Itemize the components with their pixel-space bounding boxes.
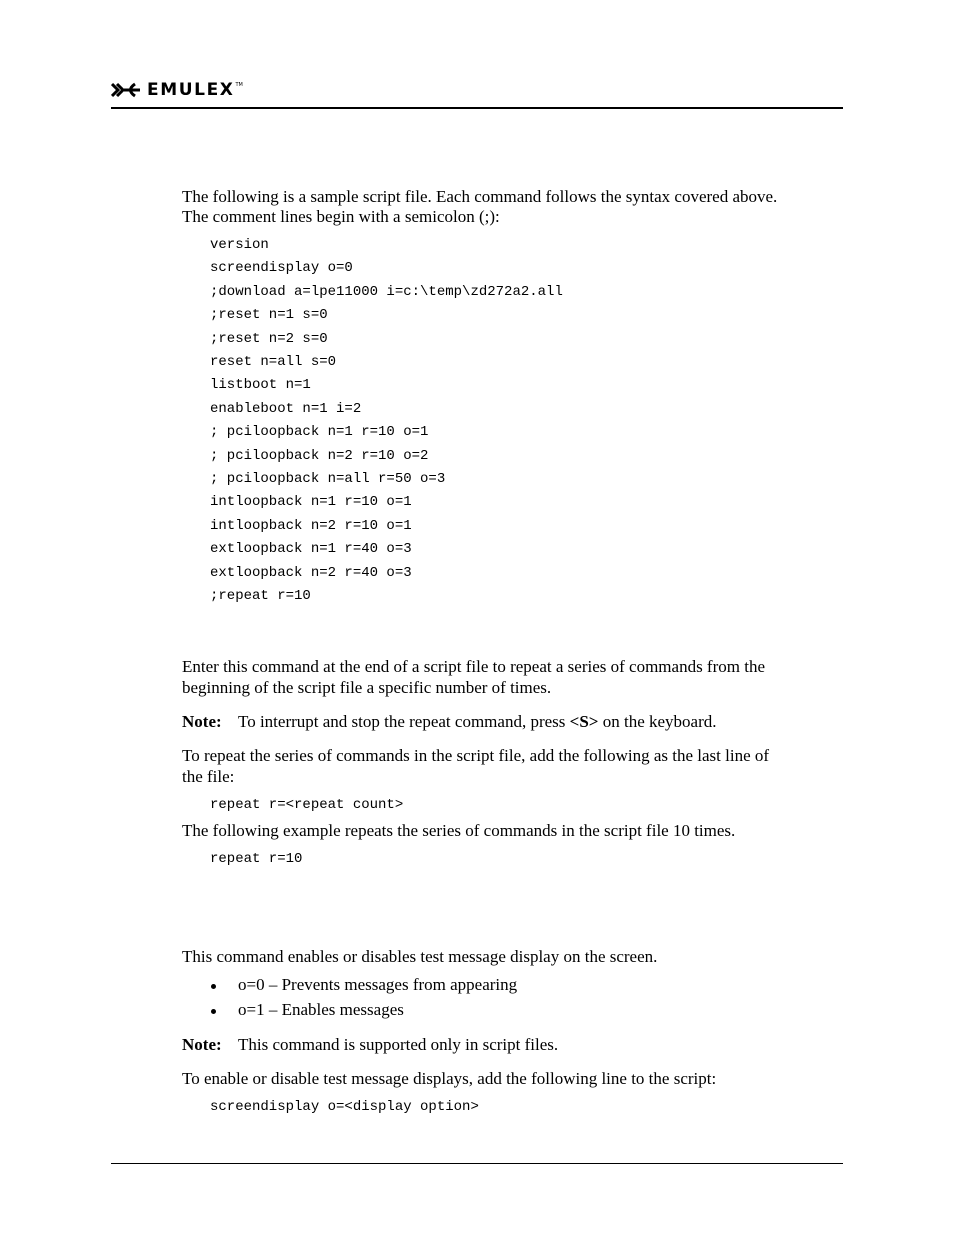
note-label: Note:: [182, 1035, 222, 1054]
logo-wordmark: EMULEX: [147, 80, 235, 100]
script-line: ; pciloopback n=all r=50 o=3: [210, 471, 446, 487]
repeat-note: [182, 712, 844, 732]
script-line: ;reset n=2 s=0: [210, 330, 328, 347]
script-line: ;repeat r=10: [210, 588, 311, 604]
script-line: listboot n=1: [210, 377, 311, 394]
script-line: extloopback n=2 r=40 o=3: [210, 564, 412, 581]
emulex-mark-icon: [111, 82, 141, 98]
bullet-dot: [211, 1009, 216, 1014]
intro-line-1: The following is a sample script file. Each command follows the syntax covered above.: [182, 187, 778, 206]
repeat-example: repeat r=10: [210, 851, 303, 867]
footer-rule: [111, 1163, 843, 1164]
script-line: ;download a=lpe11000 i=c:\temp\zd272a2.all: [210, 283, 563, 300]
repeat-desc-line-2: beginning of the script file a specific number of times.: [182, 678, 552, 697]
repeat-desc-line-1: Enter this command at the end of a script file to repeat a series of commands from the: [182, 657, 765, 676]
logo-trademark: TM: [235, 82, 243, 88]
note-text-pre: To interrupt and stop the repeat command, press: [238, 712, 570, 731]
repeat-example-desc: The following example repeats the series of commands in the script file 10 times.: [182, 821, 736, 840]
note-key: <S>: [569, 712, 599, 731]
screendisplay-note: [182, 1035, 844, 1055]
script-line: ;reset n=1 s=0: [210, 307, 328, 324]
bullet-dot: [211, 984, 216, 989]
repeat-instr-line-2: the file:: [182, 767, 235, 786]
repeat-instr-line-1: To repeat the series of commands in the script file, add the following as the last line of: [182, 746, 770, 765]
screendisplay-desc: This command enables or disables test message display on the screen.: [182, 947, 658, 966]
script-line: enableboot n=1 i=2: [210, 400, 362, 417]
intro-line-2: The comment lines begin with a semicolon (;):: [182, 207, 500, 226]
screendisplay-syntax: screendisplay o=<display option>: [210, 1099, 479, 1115]
script-line: reset n=all s=0: [210, 354, 337, 370]
script-line: ; pciloopback n=1 r=10 o=1: [210, 424, 429, 441]
script-line: intloopback n=1 r=10 o=1: [210, 494, 412, 511]
screendisplay-instr: To enable or disable test message displays, add the following line to the script:: [182, 1069, 717, 1088]
note-label: Note:: [182, 712, 222, 731]
script-line: intloopback n=2 r=10 o=1: [210, 517, 412, 534]
repeat-syntax: repeat r=<repeat count>: [210, 797, 404, 813]
script-line: screendisplay o=0: [210, 260, 353, 277]
sample-script: [210, 235, 563, 604]
bullet-item: o=0 – Prevents messages from appearing: [238, 975, 518, 994]
script-line: version: [210, 237, 269, 253]
script-line: extloopback n=1 r=40 o=3: [210, 541, 412, 558]
header-rule: [111, 107, 843, 109]
emulex-logo: [111, 81, 243, 99]
bullet-item: o=1 – Enables messages: [238, 1000, 404, 1019]
script-line: ; pciloopback n=2 r=10 o=2: [210, 447, 429, 464]
note-text: This command is supported only in script files.: [238, 1035, 559, 1054]
note-text-post: on the keyboard.: [598, 712, 717, 731]
